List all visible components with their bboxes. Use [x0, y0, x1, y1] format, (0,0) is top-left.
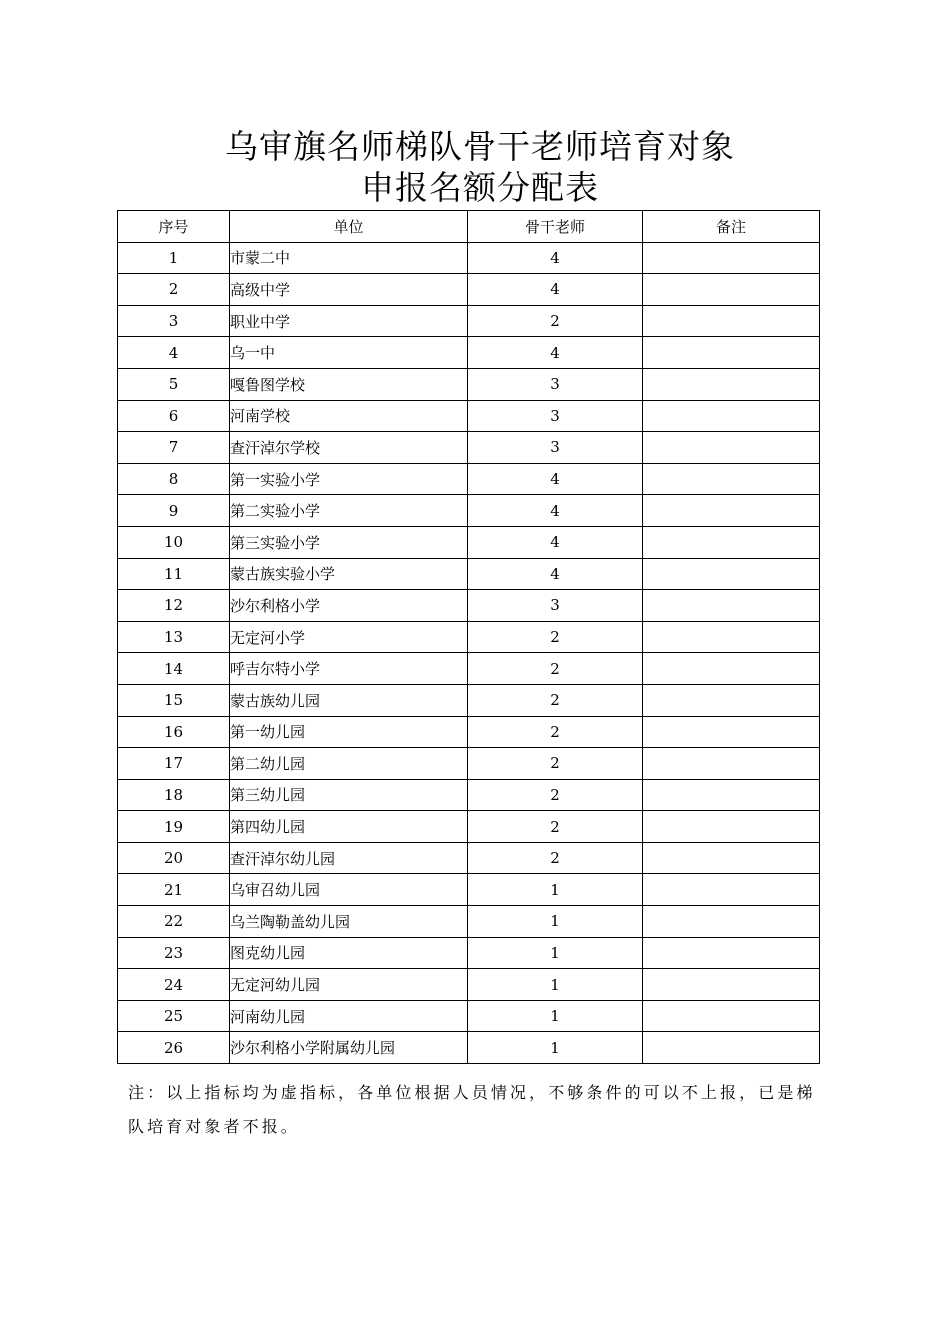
row-index-cell: 4: [118, 337, 230, 369]
table-row: [118, 842, 820, 874]
row-index-cell: 10: [118, 526, 230, 558]
row-index-cell: 13: [118, 621, 230, 653]
row-count-cell: 3: [468, 432, 643, 464]
row-count-cell: 1: [468, 969, 643, 1001]
row-unit-cell: 第一幼儿园: [230, 716, 468, 748]
row-unit-cell: 图克幼儿园: [230, 937, 468, 969]
header-count: 骨干老师: [468, 211, 643, 243]
table-row: [118, 937, 820, 969]
row-index-cell: 24: [118, 969, 230, 1001]
row-note-cell: [643, 969, 820, 1001]
table-row: [118, 779, 820, 811]
table-row: [118, 1032, 820, 1064]
row-count-cell: 4: [468, 337, 643, 369]
row-note-cell: [643, 242, 820, 274]
table-row: [118, 1000, 820, 1032]
row-unit-cell: 第四幼儿园: [230, 811, 468, 843]
row-unit-cell: 第三幼儿园: [230, 779, 468, 811]
row-unit-cell: 第三实验小学: [230, 526, 468, 558]
row-note-cell: [643, 811, 820, 843]
row-count-cell: 1: [468, 1032, 643, 1064]
row-note-cell: [643, 337, 820, 369]
table-row: [118, 274, 820, 306]
row-note-cell: [643, 526, 820, 558]
row-index-cell: 21: [118, 874, 230, 906]
row-count-cell: 2: [468, 684, 643, 716]
quota-table: [117, 210, 820, 1064]
table-row: [118, 906, 820, 938]
table-row: [118, 305, 820, 337]
row-note-cell: [643, 1000, 820, 1032]
row-index-cell: 18: [118, 779, 230, 811]
row-index-cell: 12: [118, 590, 230, 622]
row-unit-cell: 河南幼儿园: [230, 1000, 468, 1032]
row-index-cell: 15: [118, 684, 230, 716]
table-row: [118, 969, 820, 1001]
row-count-cell: 4: [468, 274, 643, 306]
row-unit-cell: 蒙古族幼儿园: [230, 684, 468, 716]
table-body: [118, 242, 820, 1063]
row-index-cell: 8: [118, 463, 230, 495]
row-index-cell: 7: [118, 432, 230, 464]
row-note-cell: [643, 621, 820, 653]
row-note-cell: [643, 779, 820, 811]
footnote: 注：以上指标均为虚指标，各单位根据人员情况，不够条件的可以不上报，已是梯队培育对象者不报。: [128, 1083, 816, 1136]
row-index-cell: 19: [118, 811, 230, 843]
row-count-cell: 4: [468, 495, 643, 527]
row-unit-cell: 高级中学: [230, 274, 468, 306]
row-index-cell: 6: [118, 400, 230, 432]
row-count-cell: 1: [468, 1000, 643, 1032]
row-unit-cell: 第二实验小学: [230, 495, 468, 527]
table-row: [118, 463, 820, 495]
row-count-cell: 1: [468, 874, 643, 906]
row-index-cell: 1: [118, 242, 230, 274]
table-row: [118, 368, 820, 400]
row-index-cell: 26: [118, 1032, 230, 1064]
table-row: [118, 337, 820, 369]
row-note-cell: [643, 463, 820, 495]
row-unit-cell: 查汗淖尔幼儿园: [230, 842, 468, 874]
table-row: [118, 400, 820, 432]
table-row: [118, 716, 820, 748]
row-count-cell: 2: [468, 305, 643, 337]
table-row: [118, 684, 820, 716]
row-index-cell: 5: [118, 368, 230, 400]
row-unit-cell: 乌审召幼儿园: [230, 874, 468, 906]
row-note-cell: [643, 842, 820, 874]
row-note-cell: [643, 400, 820, 432]
document-title-line-2: 申报名额分配表: [361, 168, 599, 207]
row-index-cell: 14: [118, 653, 230, 685]
header-index: 序号: [118, 211, 230, 243]
table-row: [118, 874, 820, 906]
table-row: [118, 495, 820, 527]
table-row: [118, 621, 820, 653]
table-row: [118, 748, 820, 780]
row-index-cell: 22: [118, 906, 230, 938]
row-note-cell: [643, 1032, 820, 1064]
row-note-cell: [643, 558, 820, 590]
header-unit: 单位: [230, 211, 468, 243]
row-note-cell: [643, 305, 820, 337]
table-header-row: [118, 211, 820, 243]
row-index-cell: 11: [118, 558, 230, 590]
row-note-cell: [643, 368, 820, 400]
row-unit-cell: 乌一中: [230, 337, 468, 369]
row-note-cell: [643, 653, 820, 685]
table-row: [118, 242, 820, 274]
header-note: 备注: [643, 211, 820, 243]
row-unit-cell: 乌兰陶勒盖幼儿园: [230, 906, 468, 938]
row-count-cell: 4: [468, 242, 643, 274]
row-count-cell: 1: [468, 937, 643, 969]
row-note-cell: [643, 590, 820, 622]
table-row: [118, 653, 820, 685]
row-unit-cell: 第二幼儿园: [230, 748, 468, 780]
row-unit-cell: 蒙古族实验小学: [230, 558, 468, 590]
row-unit-cell: 无定河小学: [230, 621, 468, 653]
row-count-cell: 2: [468, 653, 643, 685]
row-unit-cell: 无定河幼儿园: [230, 969, 468, 1001]
row-count-cell: 3: [468, 400, 643, 432]
row-note-cell: [643, 432, 820, 464]
row-count-cell: 3: [468, 368, 643, 400]
table-row: [118, 432, 820, 464]
row-count-cell: 4: [468, 558, 643, 590]
row-index-cell: 25: [118, 1000, 230, 1032]
row-unit-cell: 职业中学: [230, 305, 468, 337]
row-note-cell: [643, 274, 820, 306]
row-index-cell: 9: [118, 495, 230, 527]
row-note-cell: [643, 748, 820, 780]
row-count-cell: 2: [468, 621, 643, 653]
row-unit-cell: 呼吉尔特小学: [230, 653, 468, 685]
row-index-cell: 3: [118, 305, 230, 337]
row-count-cell: 1: [468, 906, 643, 938]
row-count-cell: 2: [468, 748, 643, 780]
row-note-cell: [643, 716, 820, 748]
row-count-cell: 4: [468, 526, 643, 558]
row-unit-cell: 市蒙二中: [230, 242, 468, 274]
row-note-cell: [643, 684, 820, 716]
row-index-cell: 16: [118, 716, 230, 748]
table-row: [118, 811, 820, 843]
row-unit-cell: 第一实验小学: [230, 463, 468, 495]
document-title-line-1: 乌审旗名师梯队骨干老师培育对象: [225, 127, 735, 166]
row-note-cell: [643, 937, 820, 969]
row-unit-cell: 河南学校: [230, 400, 468, 432]
row-index-cell: 20: [118, 842, 230, 874]
row-note-cell: [643, 495, 820, 527]
row-index-cell: 23: [118, 937, 230, 969]
row-unit-cell: 沙尔利格小学: [230, 590, 468, 622]
row-unit-cell: 沙尔利格小学附属幼儿园: [230, 1032, 468, 1064]
row-note-cell: [643, 906, 820, 938]
table-row: [118, 526, 820, 558]
row-unit-cell: 嘎鲁图学校: [230, 368, 468, 400]
row-count-cell: 4: [468, 463, 643, 495]
row-index-cell: 2: [118, 274, 230, 306]
row-count-cell: 2: [468, 811, 643, 843]
row-count-cell: 2: [468, 716, 643, 748]
row-count-cell: 2: [468, 842, 643, 874]
table-row: [118, 558, 820, 590]
row-index-cell: 17: [118, 748, 230, 780]
row-count-cell: 3: [468, 590, 643, 622]
table-row: [118, 590, 820, 622]
row-count-cell: 2: [468, 779, 643, 811]
row-unit-cell: 查汗淖尔学校: [230, 432, 468, 464]
row-note-cell: [643, 874, 820, 906]
